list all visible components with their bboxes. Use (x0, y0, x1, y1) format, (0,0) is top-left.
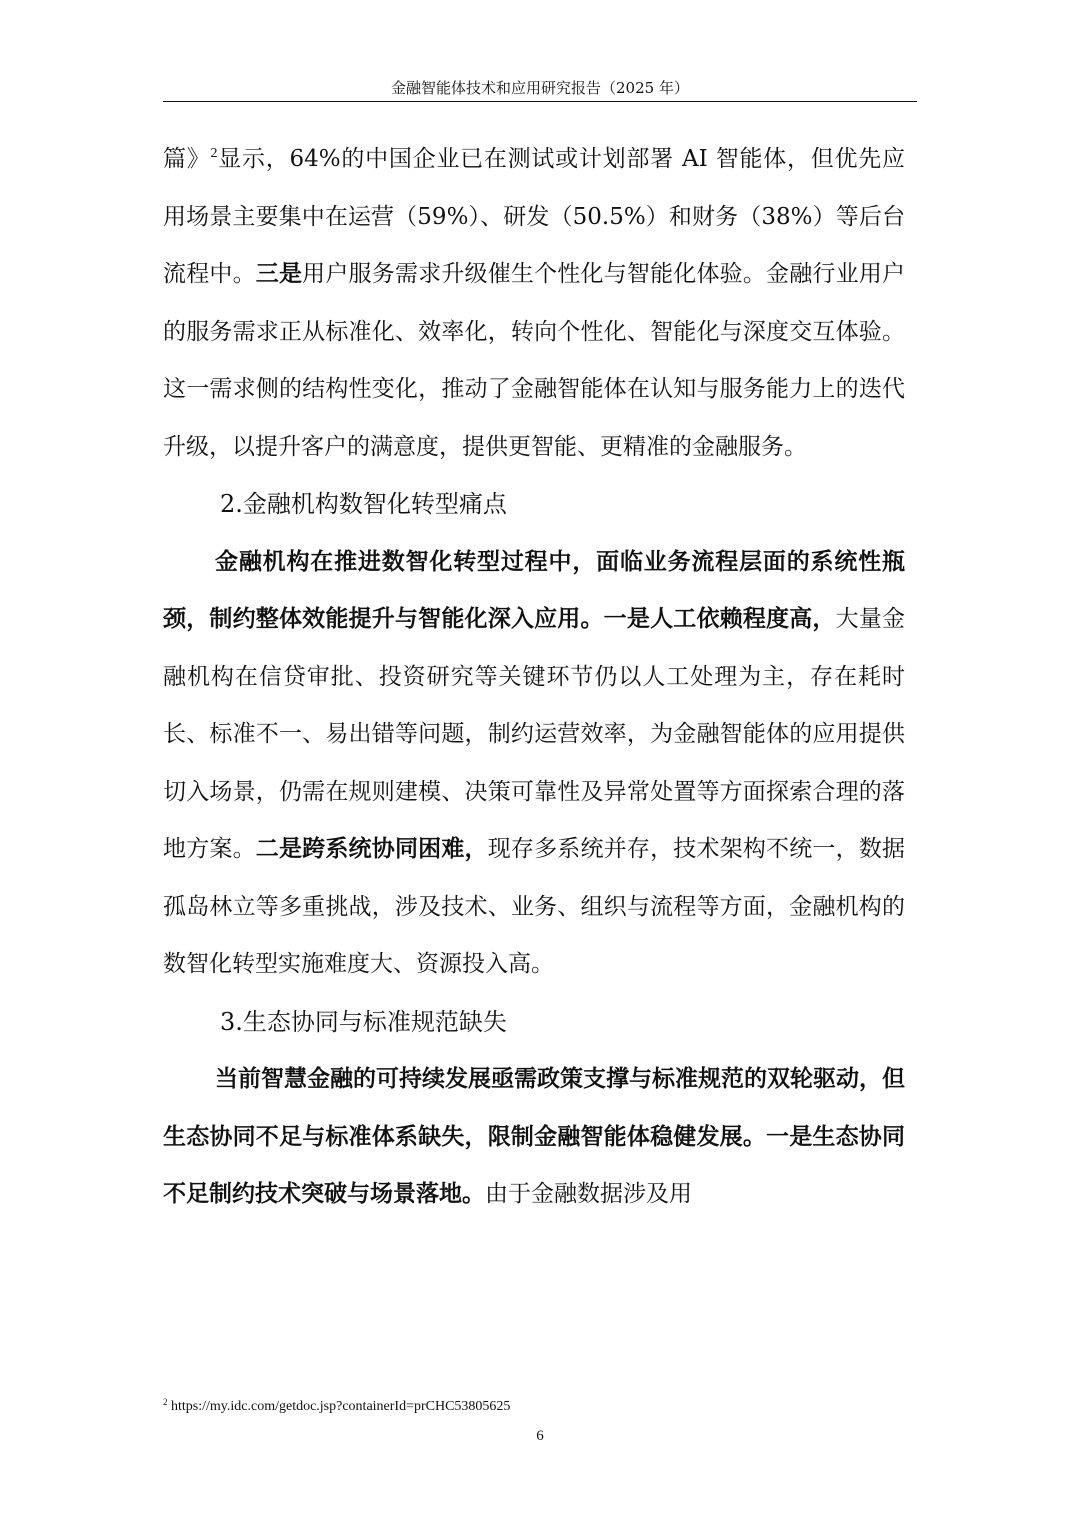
main-content (163, 131, 905, 1224)
paragraph-text: 用户服务需求升级催生个性化与智能化体验。金融行业用户的服务需求正从标准化、效率化，转向个性化、智能化与深度交互体验。这一需求侧的结构性变化，推动了金融智能体在认知与服务能力上的迭代升级，以提升客户的满意度，提供更智能、更精准的金融服务。 (163, 261, 906, 460)
paragraph-ecosystem (163, 1051, 905, 1224)
page-number: 6 (536, 1428, 544, 1444)
paragraph-text: 由于金融数据涉及用 (485, 1181, 692, 1207)
header-divider (163, 101, 917, 102)
paragraph-text: 篇》 (163, 146, 211, 172)
emphasis-text: 三是 (255, 261, 303, 287)
footnote (163, 1398, 905, 1416)
emphasis-text: 二是跨系统协同困难， (255, 836, 488, 862)
paragraph-text: 显示，64%的中国企业已在测试或计划部署 AI 智能体，但优先应用场景主要集中在运营（59%）、研发（50.5%）和财务（38%）等后台流程中。 (163, 146, 905, 287)
paragraph-text: 大量金融机构在信贷审批、投资研究等关键环节仍以人工处理为主，存在耗时长、标准不一、易出错等问题，制约运营效率，为金融智能体的应用提供切入场景，仍需在规则建模、决策可靠性及异常处置等方面探索合理的落地方案。 (163, 606, 906, 862)
section-heading-2: 2.金融机构数智化转型痛点 (220, 490, 507, 518)
footnote-marker: 2 (163, 1397, 168, 1407)
paragraph-pain-points (163, 534, 905, 994)
section-heading-3: 3.生态协同与标准规范缺失 (220, 1007, 507, 1036)
running-header: 金融智能体技术和应用研究报告（2025 年） (391, 79, 689, 97)
footnote-link[interactable]: https://my.idc.com/getdoc.jsp?containerId=prCHC53805625 (171, 1399, 511, 1414)
emphasis-text: 当前智慧金融的可持续发展亟需政策支撑与标准规范的双轮驱动，但生态协同不足与标准体系缺失，限制金融智能体稳健发展。一是生态协同不足制约技术突破与场景落地。 (163, 1066, 905, 1207)
footnote-reference[interactable]: 2 (210, 146, 218, 161)
paragraph-continuation (163, 131, 905, 476)
paragraph-text: 现存多系统并存，技术架构不统一，数据孤岛林立等多重挑战，涉及技术、业务、组织与流程等方面，金融机构的数智化转型实施难度大、资源投入高。 (163, 836, 906, 977)
emphasis-text: 金融机构在推进数智化转型过程中，面临业务流程层面的系统性瓶颈，制约整体效能提升与智能化深入应用。一是人工依赖程度高， (163, 548, 905, 632)
